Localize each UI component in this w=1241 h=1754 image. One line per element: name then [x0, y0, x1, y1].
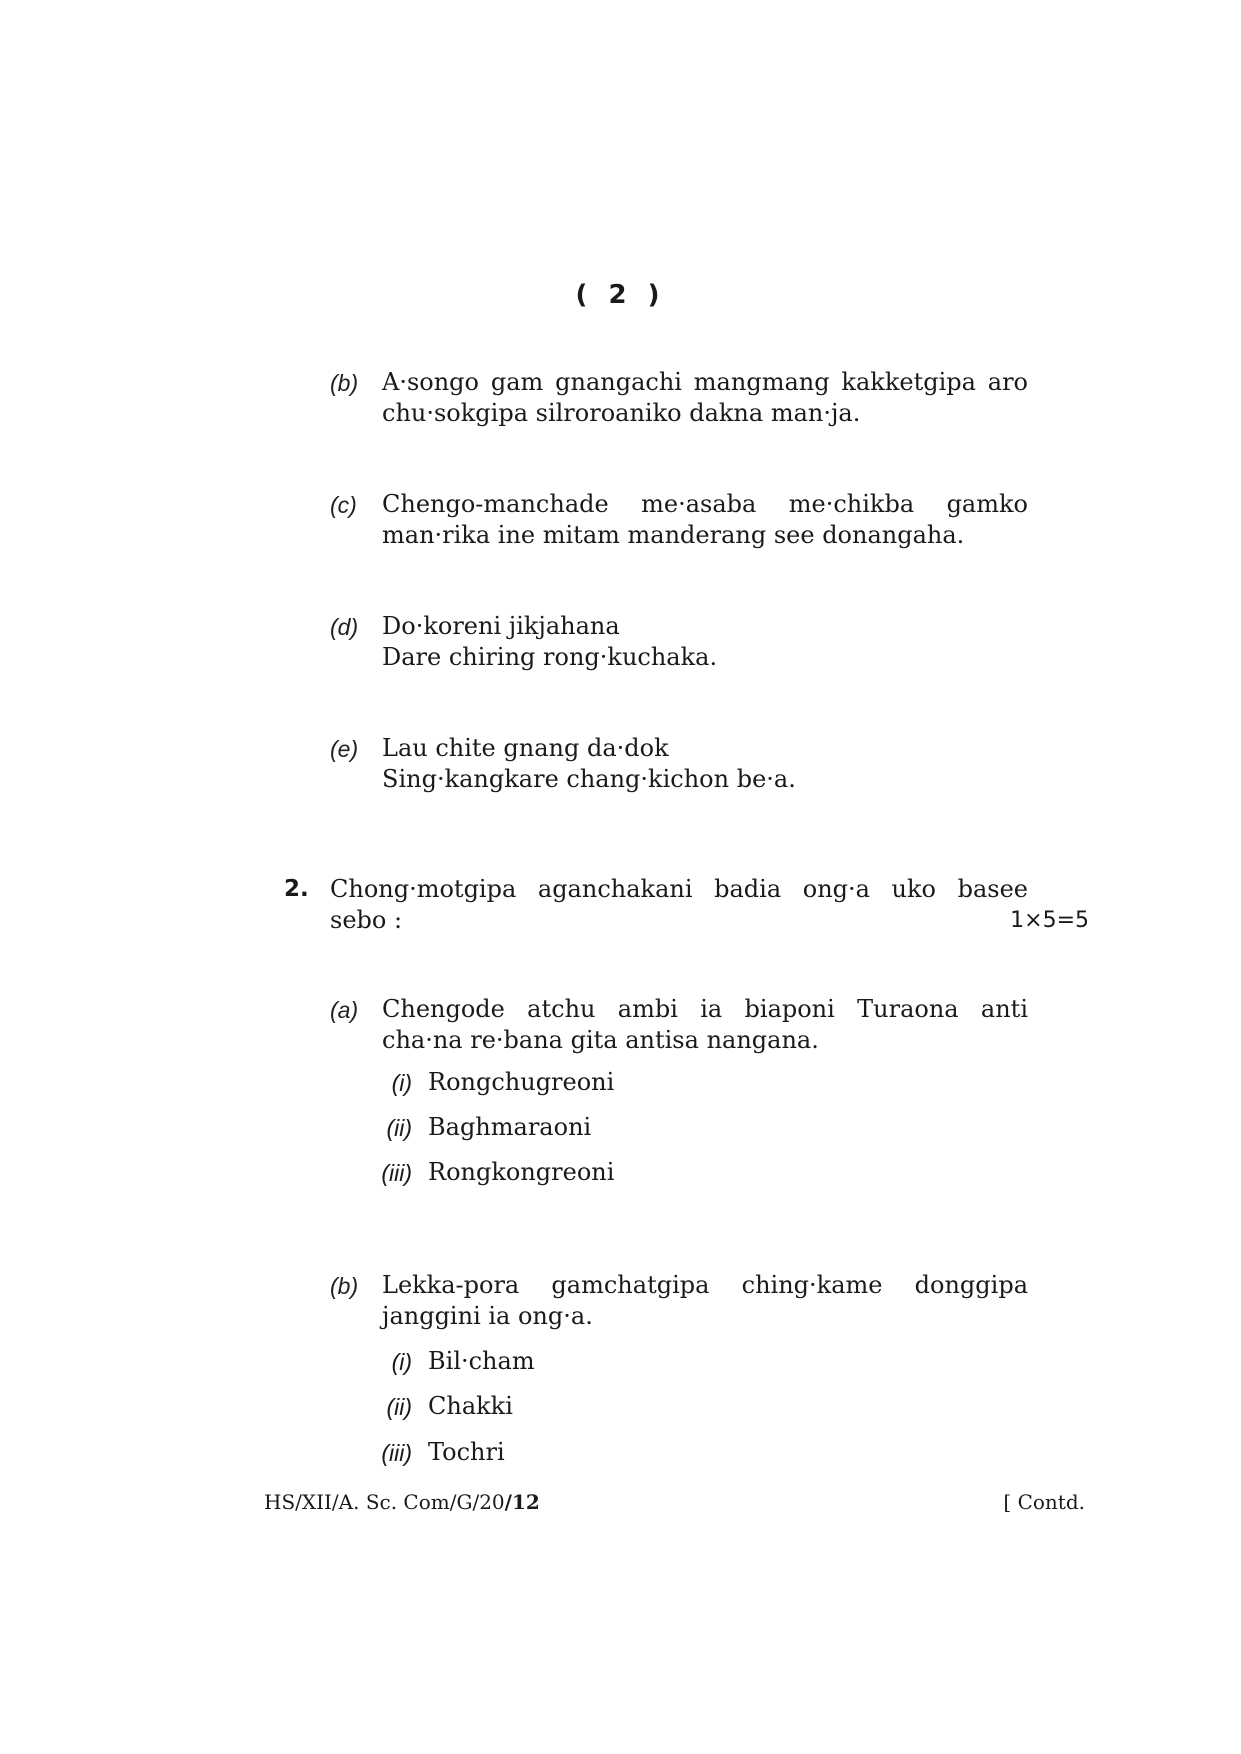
option-text: Tochri: [428, 1438, 505, 1466]
option-text: Rongkongreoni: [428, 1158, 615, 1186]
part-text-line: cha·na re·bana gita antisa nangana.: [382, 1026, 819, 1054]
item-text-line: Chengo-manchade me·asaba me·chikba gamko: [382, 490, 1028, 518]
option-text: Chakki: [428, 1392, 513, 1420]
part-text-line: janggini ia ong·a.: [382, 1302, 593, 1330]
option-label: (iii): [381, 1440, 412, 1466]
question-number: 2.: [284, 876, 309, 902]
item-label: (b): [330, 370, 359, 396]
paper-code-suffix: /12: [504, 1490, 540, 1514]
contd-label: [ Contd.: [1003, 1490, 1085, 1514]
item-text-line: man·rika ine mitam manderang see donangaha.: [382, 521, 965, 549]
item-text-line: Do·koreni jikjahana: [382, 612, 620, 640]
item-text-line: chu·sokgipa silroroaniko dakna man·ja.: [382, 399, 861, 427]
item-label: (e): [330, 736, 359, 762]
option-text: Rongchugreoni: [428, 1068, 615, 1096]
option-text: Bil·cham: [428, 1347, 535, 1375]
item-label: (d): [330, 614, 359, 640]
page-number: ( 2 ): [575, 280, 666, 310]
option-label: (ii): [386, 1115, 412, 1141]
option-label: (i): [391, 1070, 412, 1096]
option-label: (i): [391, 1349, 412, 1375]
option-text: Baghmaraoni: [428, 1113, 592, 1141]
item-text-line: Lau chite gnang da·dok: [382, 734, 669, 762]
marks: 1×5=5: [1010, 908, 1089, 933]
part-label: (a): [330, 997, 359, 1023]
item-label: (c): [330, 492, 357, 518]
option-label: (ii): [386, 1394, 412, 1420]
item-text-line: Sing·kangkare chang·kichon be·a.: [382, 765, 796, 793]
question-text-line: Chong·motgipa aganchakani badia ong·a uko basee: [330, 875, 1028, 903]
item-text-line: A·songo gam gnangachi mangmang kakketgipa aro: [382, 368, 1028, 396]
part-label: (b): [330, 1273, 359, 1299]
item-text-line: Dare chiring rong·kuchaka.: [382, 643, 718, 671]
question-text-line: sebo :: [330, 906, 403, 934]
paper-code-prefix: HS/XII/A. Sc. Com/G/20: [264, 1490, 505, 1514]
part-text-line: Lekka-pora gamchatgipa ching·kame donggipa: [382, 1271, 1028, 1299]
option-label: (iii): [381, 1160, 412, 1186]
paper-code: [264, 1490, 540, 1514]
part-text-line: Chengode atchu ambi ia biaponi Turaona anti: [382, 995, 1028, 1023]
